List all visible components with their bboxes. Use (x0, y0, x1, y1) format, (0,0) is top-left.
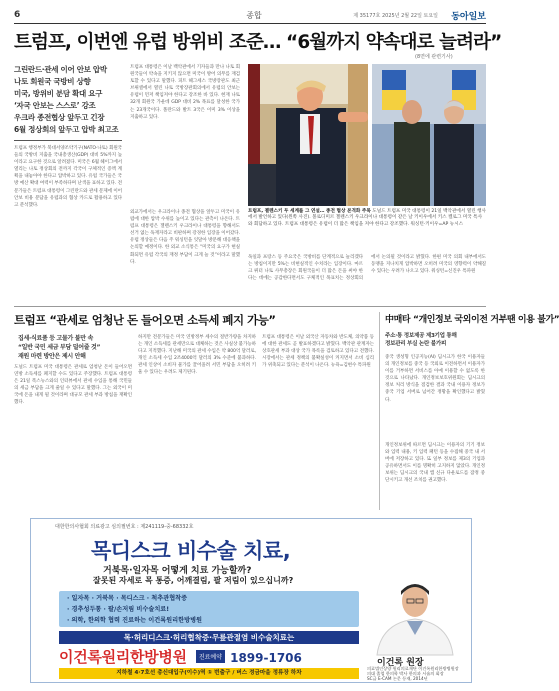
tax-body-col2: 하지만 전문가들은 미국 연방정부 세수의 절반가량을 차지하는 개인 소득세를 관세만으로 대체하는 것은 사실상 불가능하다고 지적했다. 지난해 미국의 관세 수입은 약 800억 달러로, 개인 소득세 수입 2조4000억 달러의 3% 수준에 불과하다. 관세 인상이 소비자 물가를 끌어올려 서민 부담을 오히려 키울 수 있다는 우려도 제기된다. (138, 335, 256, 376)
ad-banner: 목·허리디스크·허리협착증·무릎관절염 비수술치료는 (59, 631, 359, 644)
zelensky-photo (372, 64, 486, 206)
tax-headline: 트럼프 “관세로 엄청난 돈 들어오면 소득세 폐지 가능” (14, 313, 276, 327)
main-body-col2: 트럼프 대통령은 이날 백악관에서 기자들과 만나 나토 회원국들이 약속을 지키지 않으면 미국이 방어 의무를 재검토할 수 있다고 말했다. 피트 헤그세스 국방장관도 최근 브뤼셀에서 열린 나토 국방장관회의에서 유럽의 안보는 유럽이 먼저 책임져야 한다고 강조한 바 있다. 현재 나토 32개 회원국 가운데 GDP 대비 2% 목표를 달성한 국가는 23개국이다. 폴란드와 발트 3국은 이미 3% 이상을 지출하고 있다. (130, 65, 240, 120)
main-body-col3: 외교가에서는 우크라이나 종전 협상을 앞두고 미국이 유럽에 대한 압박 수위를 높이고 있다는 관측이 나온다. 트럼프 대통령은 젤렌스키 우크라이나 대통령을 향해서도 선거 없는 독재자라고 비판하며 강경한 입장을 이어갔다. 유럽 정상들은 다음 주 워싱턴을 잇달아 방문해 대응책을 논의할 예정이다. 한 외교 소식통은 “미국의 요구가 현실화되면 유럽 각국의 재정 부담이 크게 늘 것”이라고 말했다. (130, 210, 240, 265)
tax-body-col1: 도널드 트럼프 미국 대통령은 관세로 엄청난 돈이 들어오면 연방 소득세를 폐지할 수도 있다고 주장했다. 트럼프 대통령은 21일 폭스뉴스와의 인터뷰에서 관세 수입을 통해 국민들의 세금 부담을 크게 줄일 수 있다고 말했다. 그는 외국이 미국에 돈을 내게 될 것이라며 대규모 관세 부과 방침을 재확인했다. (14, 365, 132, 406)
ad-hospital-row (59, 646, 359, 666)
photo-caption-text: 도널드 트럼프 미국 대통령이 21일 백악관에서 열린 행사에서 발언하고 있다(왼쪽 사진). 볼로디미르 젤렌스키 우크라이나 대통령이 같은 날 키이우에서 키스 켈로그 미국 특사와 회담하고 있다. 트럼프 대통령은 유럽이 더 많은 책임을 져야 한다고 강조했다. 워싱턴·키이우=AP 뉴시스 (248, 209, 486, 227)
main-body-col4: 독일과 프랑스 등 주요국은 국방비를 단계적으로 늘리겠다는 방침이지만 5%는 비현실적인 수치라는 입장이다. 마르크 뤼터 나토 사무총장은 회원국들이 더 많은 돈을 써야 한다는 데에는 공감한다면서도 구체적인 목표치는 정상회의에서 논의될 것이라고 밝혔다. 한편 미국 의회 내부에서도 동맹을 지나치게 압박하면 오히려 미국의 영향력이 약해질 수 있다는 우려가 나오고 있다. 워싱턴=신진우 특파원 (248, 255, 486, 282)
tax-subheadline: 집세·식료품 등 고물가 불만 속 “일반 국민 세금 부담 덜어줄 것” 재원 마련 방안은 제시 안해 (18, 335, 101, 360)
section-title: 종합 (246, 11, 262, 20)
ad-approval-note: 대한한의사협회 의료광고 심의필번호 : 제241119-중-68332호 (55, 524, 194, 530)
ad-phone-number[interactable]: 1899-1706 (230, 651, 302, 665)
page-header (14, 9, 486, 23)
main-headline: 트럼프, 이번엔 유럽 방위비 조준… “6월까지 약속대로 늘려라” (14, 32, 502, 53)
photo-caption-title: 트럼프, 젤렌스키 두 세계를 그 연설… 종전 협상 본격화 주목 (248, 209, 371, 214)
ad-directions: 지하철 4·7호선 총신대입구(이수)역 ① 번출구 / 버스 정금마을 정류장 하차 (59, 668, 359, 679)
ad-headline: 목디스크 비수술 치료, (91, 539, 291, 563)
related-article-note: (8면에 관련기사) (415, 54, 453, 60)
section-divider (14, 306, 486, 307)
main-subheadline: 그린란드·관세 이어 안보 압박 나토 회원국 국방비 상향 미국, 방위비 분담 확대 요구 ‘자국 안보는 스스로’ 강조 우크라 종전협상 앞두고 긴장 6월 정상회의 앞두고 압박 최고조 (14, 65, 119, 134)
column-divider (379, 312, 380, 510)
doctor-credential-3: SC급 E-CAM 논문 등재, 2014년 (367, 676, 428, 682)
ad-phone-label: 진료예약 (196, 650, 225, 663)
doctor-name: 이건록 원장 (377, 658, 424, 668)
doctor-credentials (367, 666, 467, 682)
trump-photo (248, 64, 368, 206)
ad-bullet-1: · 일자목 · 거북목 · 목디스크 · 척추관협착증 (67, 595, 188, 602)
doctor-credential-2: 의대 졸업 한의학 박사 한의과 시술의 회장 (367, 671, 444, 677)
hospital-advertisement[interactable] (30, 518, 472, 683)
newspaper-logo: 동아일보 (451, 12, 486, 22)
ad-subhead-2: 잘못된 자세로 목 통증, 어깨결림, 팔 저림이 있으십니까? (93, 576, 294, 585)
header-rule (14, 23, 486, 24)
china-headline (385, 312, 559, 325)
china-section-label: 中매타 (385, 315, 411, 325)
ad-subhead-1: 거북목·일자목 어떻게 치료 가능할까? (103, 566, 252, 576)
ad-hospital-name: 이건록원리한방병원 (59, 648, 187, 666)
china-subheadline: 주소·통 정보제공 제3기업 통해 정보관리 부실 논란 불가피 (385, 333, 457, 347)
page-number: 6 (14, 10, 21, 20)
doctor-credential-1: 의료법인상양 원리의료재단 이건록원리한방병원장 (367, 666, 459, 671)
issue-meta: 제 35177호 2025년 2월 22일 토요일 (353, 13, 438, 19)
main-body-col1: 트럼프 행정부가 북대서양조약기구(NATO·나토) 회원국들의 국방비 지출을 국내총생산(GDP) 대비 5%까지 높이라고 요구한 것으로 알려졌다. 미국은 6월 헤이그에서 열리는 나토 정상회의 전까지 각국이 구체적인 증액 계획을 내놓아야 한다고 압박하고 있다. 유럽 국가들은 국방 예산 확대 여력이 부족하다며 난색을 표하고 있다. 전문가들은 트럼프 대통령이 그린란드와 관세 문제에 이어 안보 비용 분담을 유럽과의 협상 카드로 활용하고 있다고 분석했다. (14, 146, 122, 208)
ad-bullet-3: · 의학, 한의학 협력 진료하는 이건록원리한방병원 (67, 617, 203, 624)
doctor-photo (367, 579, 463, 655)
sub-divider (14, 140, 122, 141)
photo-caption (248, 209, 486, 251)
china-headline-text: “개인정보 국외이전 거부땐 이용 불가” (412, 315, 559, 325)
china-body-col1: 중국 생성형 인공지능(AI) 딥시크가 한국 이용자들의 개인정보를 중국 등 국외로 이전하면서 이용자가 이를 거부하면 서비스를 아예 이용할 수 없도록 한 것으로 나타났다. 개인정보보호위원회는 딥시크의 정보 처리 방식을 점검한 결과 국내 이용자 정보가 중국 기업 서버로 넘어간 정황을 확인했다고 밝혔다. (385, 355, 485, 403)
china-body-col2: 개인정보위에 따르면 딥시크는 이용자의 기기 정보와 입력 내용, 키 입력 패턴 등을 수집해 중국 내 서버에 저장하고 있다. 또 일부 정보를 제3의 기업과 공유하면서도 이를 명확히 고지하지 않았다. 개인정보위는 딥시크의 국내 앱 신규 다운로드를 잠정 중단시키고 개선 조치를 권고했다. (385, 443, 485, 484)
ad-bullet-2: · 경추성두통 · 팔/손저림 비수술치료! (67, 606, 170, 613)
ad-bullet-box (59, 591, 359, 627)
tax-body-col3: 트럼프 대통령은 이날 외국산 자동차와 반도체, 의약품 등에 대한 관세도 곧 발표하겠다고 밝혔다. 백악관 관계자는 상호관세 부과 대상 국가 목록을 검토하고 있다고 전했다. 시장에서는 관세 정책의 불확실성이 커지면서 소비 심리가 위축되고 있다는 분석이 나온다. 뉴욕=김현수 특파원 (262, 335, 374, 369)
